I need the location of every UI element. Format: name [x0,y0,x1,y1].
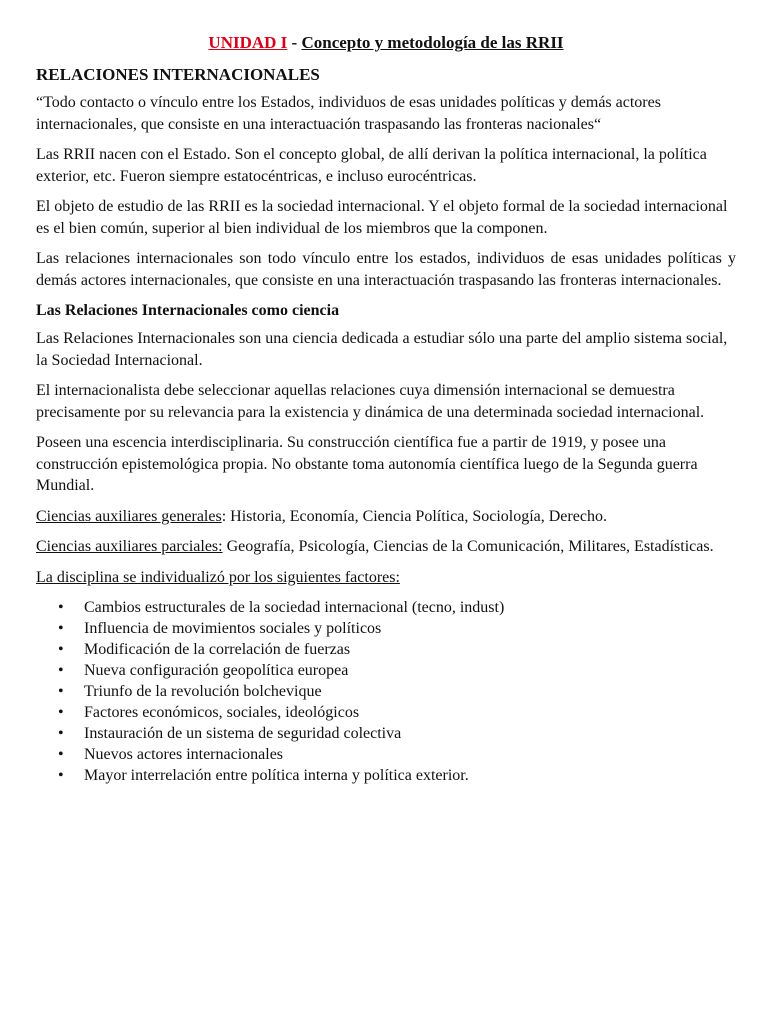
section-heading: RELACIONES INTERNACIONALES [36,65,320,84]
unit-label: UNIDAD I [208,33,288,52]
paragraph-internationalist: El internacionalista debe seleccionar aquellas relaciones cuya dimensión internacional se demuestra precisamente por su relevancia para la existencia y dinámica de una determinada sociedad internacional. [36,382,705,421]
list-item-text: Cambios estructurales de la sociedad internacional (tecno, indust) [84,599,505,616]
aux-general-paragraph [36,506,736,528]
list-item [36,660,736,681]
list-item-text: Influencia de movimientos sociales y políticos [84,620,382,637]
factors-intro: La disciplina se individualizó por los siguientes factores: [36,568,400,586]
bullet-icon: • [58,683,64,700]
list-item-text: Modificación de la correlación de fuerzas [84,641,351,658]
list-item [36,744,736,765]
paragraph-interdisciplinary: Poseen una escencia interdisciplinaria. Su construcción científica fue a partir de 1919, y posee una construcción epistemológica propia. No obstante toma autonomía científica luego de la Segunda guerra Mundial. [36,434,698,494]
paragraph-science: Las Relaciones Internacionales son una ciencia dedicada a estudiar sólo una parte del amplio sistema social, la Sociedad Internacional. [36,330,728,369]
bullet-icon: • [58,746,64,763]
list-item-text: Mayor interrelación entre política interna y política exterior. [84,767,469,784]
list-item-text: Instauración de un sistema de seguridad colectiva [84,725,402,742]
bullet-icon: • [58,767,64,784]
aux-partial-text: Geografía, Psicología, Ciencias de la Comunicación, Militares, Estadísticas. [222,538,714,555]
aux-partial-label: Ciencias auxiliares parciales: [36,538,223,555]
factors-list [36,597,736,786]
list-item-text: Triunfo de la revolución bolchevique [84,683,322,700]
bullet-icon: • [58,599,64,616]
paragraph-origin: Las RRII nacen con el Estado. Son el concepto global, de allí derivan la política internacional, la política exterior, etc. Fueron siempre estatocéntricas, e incluso eurocéntricas. [36,146,707,185]
list-item [36,681,736,702]
bullet-icon: • [58,662,64,679]
list-item-text: Nueva configuración geopolítica europea [84,662,349,679]
list-item [36,765,736,786]
aux-general-text: : Historia, Economía, Ciencia Política, Sociología, Derecho. [221,507,607,525]
list-item-text: Nuevos actores internacionales [84,746,284,763]
aux-general-label: Ciencias auxiliares generales [36,507,222,525]
list-item [36,639,736,660]
unit-title: Concepto y metodología de las RRII [301,33,564,52]
title-separator: - [287,33,302,52]
bullet-icon: • [58,725,64,742]
list-item [36,702,736,723]
factors-intro-paragraph [36,567,736,589]
document-title [36,32,736,54]
list-item [36,618,736,639]
list-item [36,597,736,618]
list-item [36,723,736,744]
definition-quote: “Todo contacto o vínculo entre los Estados, individuos de esas unidades políticas y demás actores internacionales, que consiste en una interactuación traspasando las fronteras nacionales“ [36,94,661,133]
bullet-icon: • [58,704,64,721]
bullet-icon: • [58,641,64,658]
science-heading: Las Relaciones Internacionales como ciencia [36,302,340,319]
aux-partial-paragraph [36,536,736,558]
paragraph-definition: Las relaciones internacionales son todo vínculo entre los estados, individuos de esas unidades políticas y demás actores internacionales, que consiste en una interactuación traspasando las fronteras internacionales. [36,250,736,289]
list-item-text: Factores económicos, sociales, ideológicos [84,704,360,721]
paragraph-object: El objeto de estudio de las RRII es la sociedad internacional. Y el objeto formal de la sociedad internacional es el bien común, superior al bien individual de los miembros que la componen. [36,198,728,237]
bullet-icon: • [58,620,64,637]
